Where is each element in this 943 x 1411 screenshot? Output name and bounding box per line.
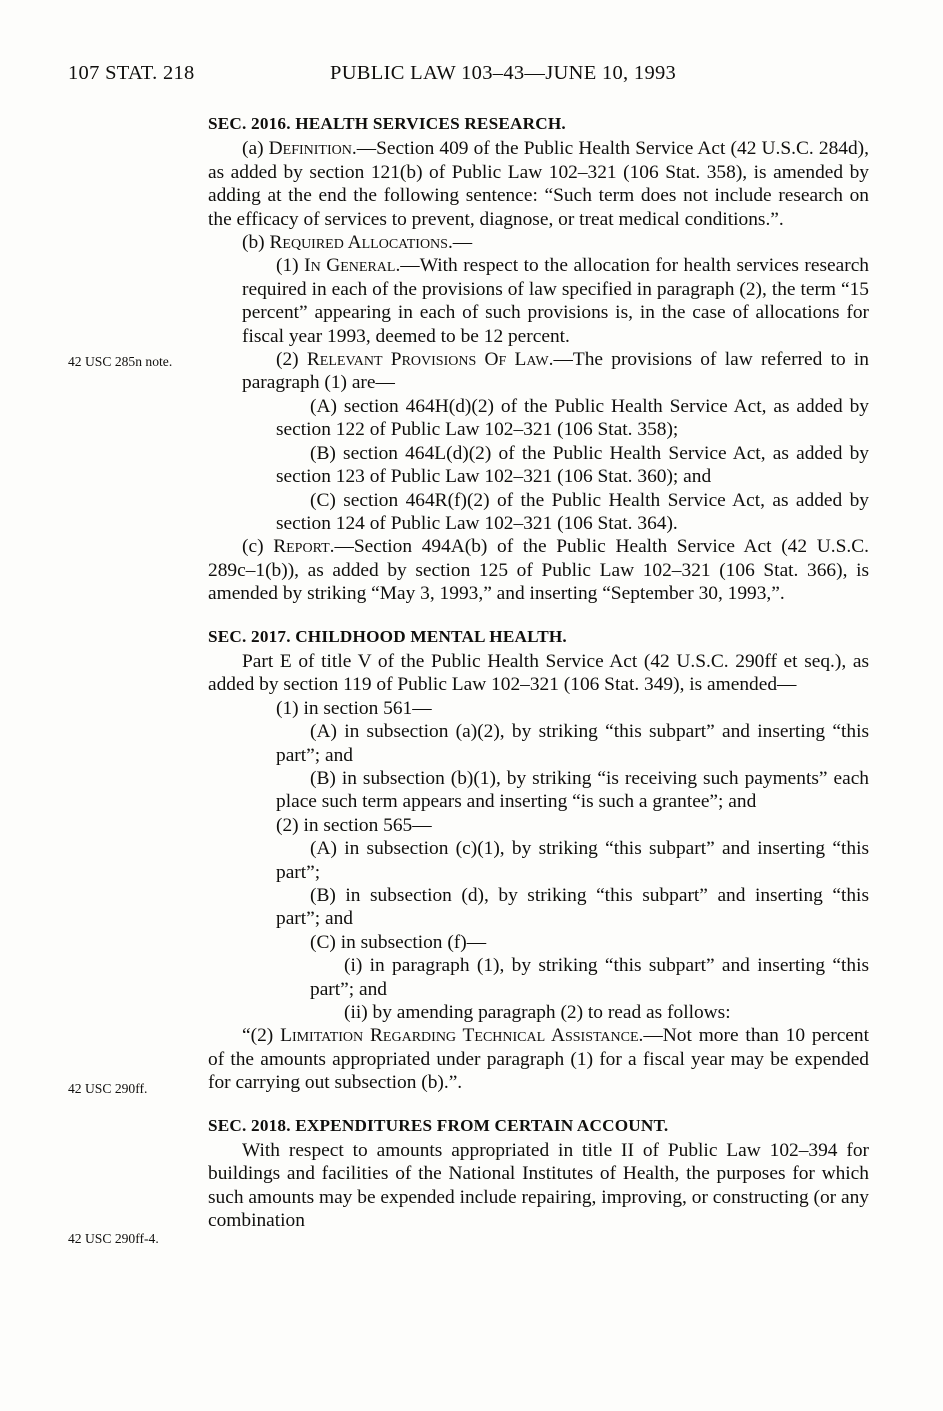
- small-caps-label: Required Allocations: [269, 232, 448, 254]
- public-law-title: PUBLIC LAW 103–43—JUNE 10, 1993: [330, 62, 677, 84]
- paragraph-2016-b-2-B: (B) section 464L(d)(2) of the Public Health Service Act, as added by section 123 of Public Law 102–321 (106 Stat. 360); and: [276, 442, 869, 488]
- paragraph-2017-2-C: (C) in subsection (f)—: [310, 931, 487, 953]
- paragraph-2017-2-B: (B) in subsection (d), by striking “this subpart” and inserting “this part”; and: [276, 885, 869, 930]
- margin-note-usc-290ff-4: 42 USC 290ff-4.: [68, 1231, 159, 1246]
- body-column: [208, 112, 869, 1233]
- paragraph-2016-b-2: (2) Relevant Provisions Of Law.—The provisions of law referred to in paragraph (1) are—: [242, 349, 869, 394]
- section-heading-2018: SEC. 2018. EXPENDITURES FROM CERTAIN ACCOUNT.: [208, 1115, 669, 1135]
- paragraph-2017-1-A: (A) in subsection (a)(2), by striking “this subpart” and inserting “this part”; and: [276, 721, 869, 766]
- paragraph-2017-2-A: (A) in subsection (c)(1), by striking “this subpart” and inserting “this part”;: [276, 838, 869, 883]
- small-caps-label: Relevant Provisions Of Law: [306, 349, 549, 371]
- running-head: [0, 62, 943, 88]
- section-heading-2016: SEC. 2016. HEALTH SERVICES RESEARCH.: [208, 114, 566, 133]
- small-caps-label: In General: [304, 255, 396, 277]
- paragraph-2016-b-1: (1) In General.—With respect to the allocation for health services research required in each of the provisions of law specified in paragraph (2), the term “15 percent” appearing in each of such provisions is, in the case of allocations for fiscal year 1993, deemed to be 12 percent.: [242, 255, 869, 347]
- paragraph-2017-intro: Part E of title V of the Public Health Service Act (42 U.S.C. 290ff et seq.), as added by section 119 of Public Law 102–321 (106 Stat. 349), is amended—: [208, 650, 869, 696]
- paragraph-2017-1: (1) in section 561—: [276, 697, 432, 719]
- paragraph-2016-b: (b) Required Allocations.—: [242, 232, 473, 254]
- paragraph-2016-b-2-C: (C) section 464R(f)(2) of the Public Health Service Act, as added by section 124 of Public Law 102–321 (106 Stat. 364).: [276, 489, 869, 534]
- paragraph-2017-quoted-2: “(2) Limitation Regarding Technical Assistance.—Not more than 10 percent of the amounts appropriated under paragraph (1) for a fiscal year may be expended for carrying out subsection (b).”.: [208, 1025, 869, 1094]
- small-caps-label: Definition: [268, 138, 352, 160]
- section-heading-2017: SEC. 2017. CHILDHOOD MENTAL HEALTH.: [208, 626, 567, 646]
- paragraph-2017-2-C-ii: (ii) by amending paragraph (2) to read as follows:: [344, 1002, 731, 1024]
- paragraph-2018-body: With respect to amounts appropriated in title II of Public Law 102–394 for buildings and facilities of the National Institutes of Health, the purposes for which such amounts may be expended include repairing, improving, or constructing (or any combination: [208, 1140, 869, 1232]
- margin-note-usc-285n: 42 USC 285n note.: [68, 354, 173, 369]
- margin-note-usc-290ff: 42 USC 290ff.: [68, 1081, 148, 1096]
- paragraph-2016-a: (a) Definition.—Section 409 of the Public Health Service Act (42 U.S.C. 284d), as added by section 121(b) of Public Law 102–321 (106 Stat. 358), is amended by adding at the end the following sentence: “Such term does not include research on the efficacy of services to prevent, diagnose, or treat medical conditions.”.: [208, 138, 869, 230]
- paragraph-2016-b-2-A: (A) section 464H(d)(2) of the Public Health Service Act, as added by section 122 of Public Law 102–321 (106 Stat. 358);: [276, 395, 869, 441]
- paragraph-2016-c: (c) Report.—Section 494A(b) of the Public Health Service Act (42 U.S.C. 289c–1(b)), as added by section 125 of Public Law 102–321 (106 Stat. 366), is amended by striking “May 3, 1993,” and inserting “September 30, 1993,”.: [208, 536, 869, 605]
- small-caps-label: Limitation Regarding Technical Assistance: [280, 1025, 639, 1047]
- paragraph-2017-1-B: (B) in subsection (b)(1), by striking “is receiving such payments” each place such term appears and inserting “is such a grantee”; and: [276, 767, 869, 813]
- paragraph-2017-2: (2) in section 565—: [276, 814, 432, 836]
- paragraph-2017-2-C-i: (i) in paragraph (1), by striking “this subpart” and inserting “this part”; and: [310, 955, 869, 1000]
- page-number-stat: 107 STAT. 218: [68, 62, 195, 84]
- small-caps-label: Report: [273, 536, 330, 558]
